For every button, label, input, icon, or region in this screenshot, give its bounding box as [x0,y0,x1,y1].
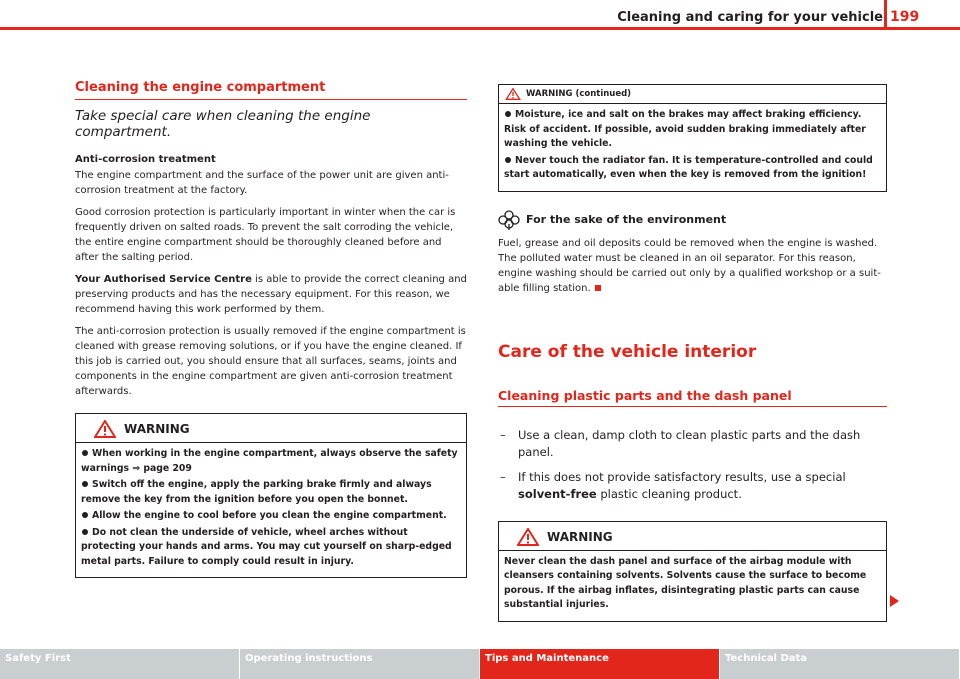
environment-title: For the sake of the environment [526,213,727,226]
bullet-icon [82,529,88,535]
end-square-icon [595,285,601,291]
bullet-icon [82,450,88,456]
tab-operating-instructions[interactable]: Operating instructions [240,649,480,679]
bullet-icon [82,481,88,487]
warning-triangle-icon [517,528,539,546]
running-header-title: Cleaning and caring for your vehicle [617,10,883,25]
warning-item-text: Do not clean the underside of vehicle, wheel arches without protecting your hands and arms. You may cut yourself on sharp-edged metal parts. Failure to comply could result in injury. [81,526,452,567]
warning-body [76,443,466,577]
warning-header [499,522,886,551]
subheading-anti-corrosion: Anti-corrosion treatment [75,154,216,165]
warning-item [504,108,881,152]
step-item [498,427,887,461]
tab-technical-data[interactable]: Technical Data [720,649,960,679]
page-number: 199 [890,9,920,25]
warning-title: WARNING [124,422,190,436]
paragraph-3-text: is able to provide the correct cleaning and preserving products and has the necessary equipment. For this reason, we recommend having this work performed by them. [75,274,467,315]
warning-box-continued [498,84,887,192]
warning-item-text: Moisture, ice and salt on the brakes may affect braking efficiency. Risk of accident. If possible, avoid sudden braking immediately after washing the vehicle. [504,109,866,149]
step-2-post: plastic cleaning product. [596,486,742,501]
bullet-icon [82,512,88,518]
section-title-engine: Cleaning the engine compartment [75,80,467,100]
flower-icon [498,210,520,230]
paragraph-1: The engine compartment and the surface of the power unit are given anti-corrosion treatment at the factory. [75,170,449,196]
warning-triangle-icon [94,420,116,438]
warning-continued-header [499,85,886,104]
step-dash: – [500,469,506,484]
chapter-title: Care of the vehicle interior [498,341,757,362]
warning-item [81,447,461,476]
warning-item-text: When working in the engine compartment, always observe the safety warnings ⇒ page 209 [81,448,458,474]
left-column [75,80,467,578]
warning-box-engine [75,413,467,578]
step-1-text: Use a clean, damp cloth to clean plastic parts and the dash panel. [518,427,861,459]
warning-item-text: Switch off the engine, apply the parking brake firmly and always remove the key from the ignition before you open the bonnet. [81,479,432,505]
warning-body [499,551,886,621]
warning-item [81,509,461,524]
bullet-icon [505,111,511,117]
paragraph-3 [75,272,467,317]
warning-header [76,414,466,443]
step-2-text [518,469,887,503]
warning-box-plastic [498,521,887,622]
warning-title: WARNING [547,529,613,544]
right-column [498,80,887,622]
tab-tips-and-maintenance[interactable]: Tips and Maintenance [480,649,720,679]
warning-triangle-icon [505,88,521,100]
warning-item [81,526,461,570]
section-intro: Take special care when cleaning the engine compartment. [75,108,371,140]
warning-item [504,154,881,183]
warning-item-text: Allow the engine to cool before you clean the engine compartment. [92,510,447,521]
step-dash: – [500,427,506,442]
warning-item [81,478,461,507]
step-2-pre: If this does not provide satisfactory results, use a special [518,469,846,484]
section-title-plastic: Cleaning plastic parts and the dash panel [498,388,887,407]
warning-text: Never clean the dash panel and surface of the airbag module with cleansers containing solvents. Solvents cause the surface to become porous. If the airbag inflates, disintegrating plastic parts can cause substantial injuries. [504,555,867,610]
environment-text [498,236,887,296]
step-item [498,469,887,503]
service-centre-term: Your Authorised Service Centre [75,274,252,285]
tab-safety-first[interactable]: Safety First [0,649,240,679]
footer-nav [0,649,960,679]
header-rule [0,27,960,30]
header-divider [884,0,887,30]
warning-item-text: Never touch the radiator fan. It is temperature-controlled and could start automatically, even when the key is removed from the ignition! [504,154,873,180]
bullet-icon [505,157,511,163]
warning-continued-title: WARNING (continued) [526,89,632,99]
environment-text-body: Fuel, grease and oil deposits could be removed when the engine is washed. The polluted water must be cleaned in an oil separator. For this reason, engine washing should be carried out only by a qualified workshop or a suit-able filling station. [498,237,881,294]
arrow-right-icon [890,595,899,607]
solvent-free-term: solvent-free [518,486,597,501]
paragraph-2: Good corrosion protection is particularly important in winter when the car is frequently driven on salted roads. To prevent the salt corroding the vehicle, the entire engine compartment should be thoroughly cleaned before and after the salting period. [75,207,456,263]
warning-continued-body [499,104,886,191]
paragraph-4: The anti-corrosion protection is usually removed if the engine compartment is cleaned with grease removing solutions, or if you have the engine cleaned. If this job is carried out, you should ensure that all surfaces, seams, joints and components in the engine compartment are given anti-corrosion treatment afterwards. [75,326,466,397]
environment-heading [498,210,887,230]
